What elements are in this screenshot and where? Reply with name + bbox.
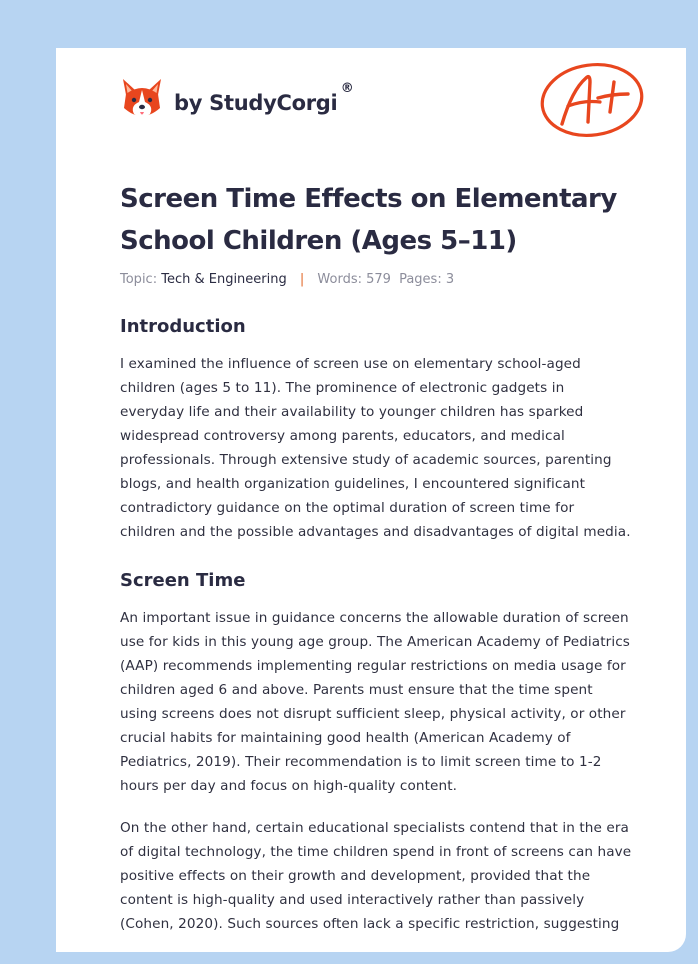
word-count: Words: 579	[317, 272, 391, 287]
document-page	[56, 48, 686, 952]
screen-time-paragraph: On the other hand, certain educational specialists contend that in the era of digital technology, the time children spend in front of screens can have positive effects on their growth and development, provided that the content is high-quality and used interactively rather than passively (Cohen, 2020). Such sources often lack a specific restriction, suggesting	[120, 820, 632, 932]
introduction-paragraph: I examined the influence of screen use on elementary school-aged children (ages 5 to 11). The prominence of electronic gadgets in everyday life and their availability to younger children has sparked widespread controversy among parents, educators, and medical professionals. Through extensive study of academic sources, parenting blogs, and health organization guidelines, I encountered significant contradictory guidance on the optimal duration of screen time for children and the possible advantages and disadvantages of digital media.	[120, 356, 631, 540]
document-meta	[120, 270, 632, 290]
page-header	[56, 48, 686, 188]
document-title: Screen Time Effects on Elementary School Children (Ages 5–11)	[120, 184, 617, 256]
meta-separator: |	[299, 272, 305, 287]
brand-name	[174, 81, 354, 115]
topic-label: Topic:	[120, 272, 158, 287]
page-count: Pages: 3	[399, 272, 455, 287]
registered-mark: ®	[340, 81, 354, 96]
section-heading-screen-time: Screen Time	[120, 570, 246, 591]
topic-link[interactable]: Tech & Engineering	[161, 272, 287, 287]
studycorgi-logo[interactable]	[120, 76, 354, 122]
brand-name-text: by StudyCorgi	[174, 91, 338, 115]
corgi-logo-icon	[120, 76, 164, 122]
document-content	[120, 178, 632, 936]
screen-time-paragraph: An important issue in guidance concerns the allowable duration of screen use for kids in this young age group. The American Academy of Pediatrics (AAP) recommends implementing regular restrictions on media usage for children aged 6 and above. Parents must ensure that the time spent using screens does not disrupt sufficient sleep, physical activity, or other crucial habits for maintaining good health (American Academy of Pediatrics, 2019). Their recommendation is to limit screen time to 1-2 hours per day and focus on high-quality content.	[120, 610, 630, 794]
section-heading-introduction: Introduction	[120, 316, 246, 337]
a-plus-grade-icon	[538, 60, 648, 140]
